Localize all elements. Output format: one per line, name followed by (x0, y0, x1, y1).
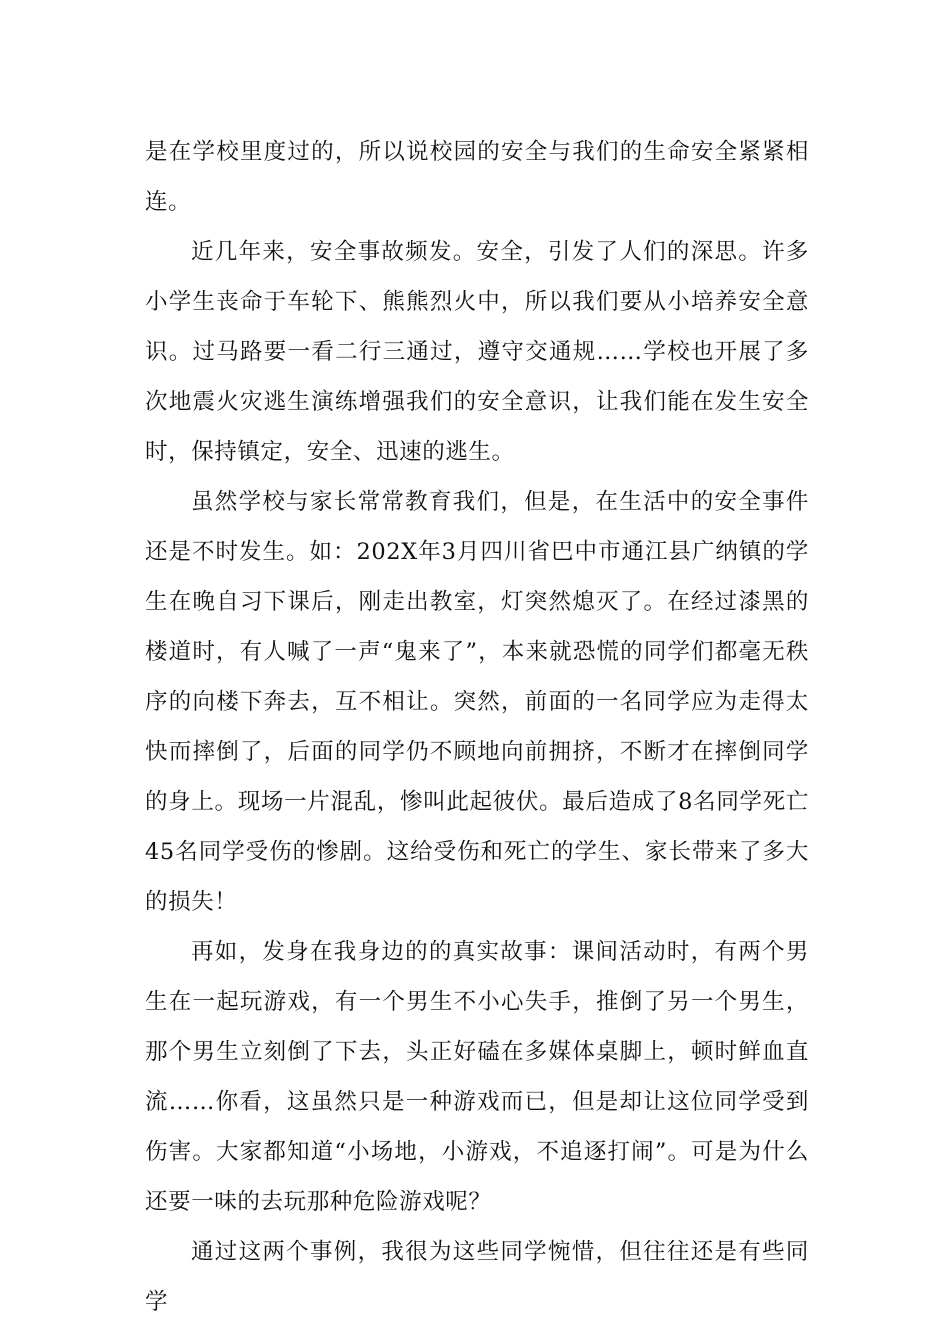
body-text (145, 127, 809, 1327)
paragraph-2: 近几年来，安全事故频发。安全，引发了人们的深思。许多小学生丧命于车轮下、熊熊烈火中，所以我们要从小培养安全意识。过马路要一看二行三通过，遵守交通规……学校也开展了多次地震火灾逃生演练增强我们的安全意识，让我们能在发生安全时，保持镇定，安全、迅速的逃生。 (145, 239, 809, 465)
paragraph-3: 虽然学校与家长常常教育我们，但是，在生活中的安全事件还是不时发生。如：202X年3月四川省巴中市通江县广纳镇的学生在晚自习下课后，刚走出教室，灯突然熄灭了。在经过漆黑的楼道时，有人喊了一声“鬼来了”，本来就恐慌的同学们都毫无秩序的向楼下奔去，互不相让。突然，前面的一名同学应为走得太快而摔倒了，后面的同学仍不顾地向前拥挤，不断才在摔倒同学的身上。现场一片混乱，惨叫此起彼伏。最后造成了8名同学死亡45名同学受伤的惨剧。这给受伤和死亡的学生、家长带来了多大的损失！ (145, 489, 809, 915)
paragraph-4: 再如，发身在我身边的的真实故事：课间活动时，有两个男生在一起玩游戏，有一个男生不小心失手，推倒了另一个男生，那个男生立刻倒了下去，头正好磕在多媒体桌脚上，顿时鲜血直流……你看，这虽然只是一种游戏而已，但是却让这位同学受到伤害。大家都知道“小场地，小游戏，不追逐打闹”。可是为什么还要一味的去玩那种危险游戏呢？ (145, 939, 809, 1215)
paragraph-5: 通过这两个事例，我很为这些同学惋惜，但往往还是有些同学 (145, 1239, 809, 1315)
paragraph-1: 是在学校里度过的，所以说校园的安全与我们的生命安全紧紧相连。 (145, 139, 809, 215)
